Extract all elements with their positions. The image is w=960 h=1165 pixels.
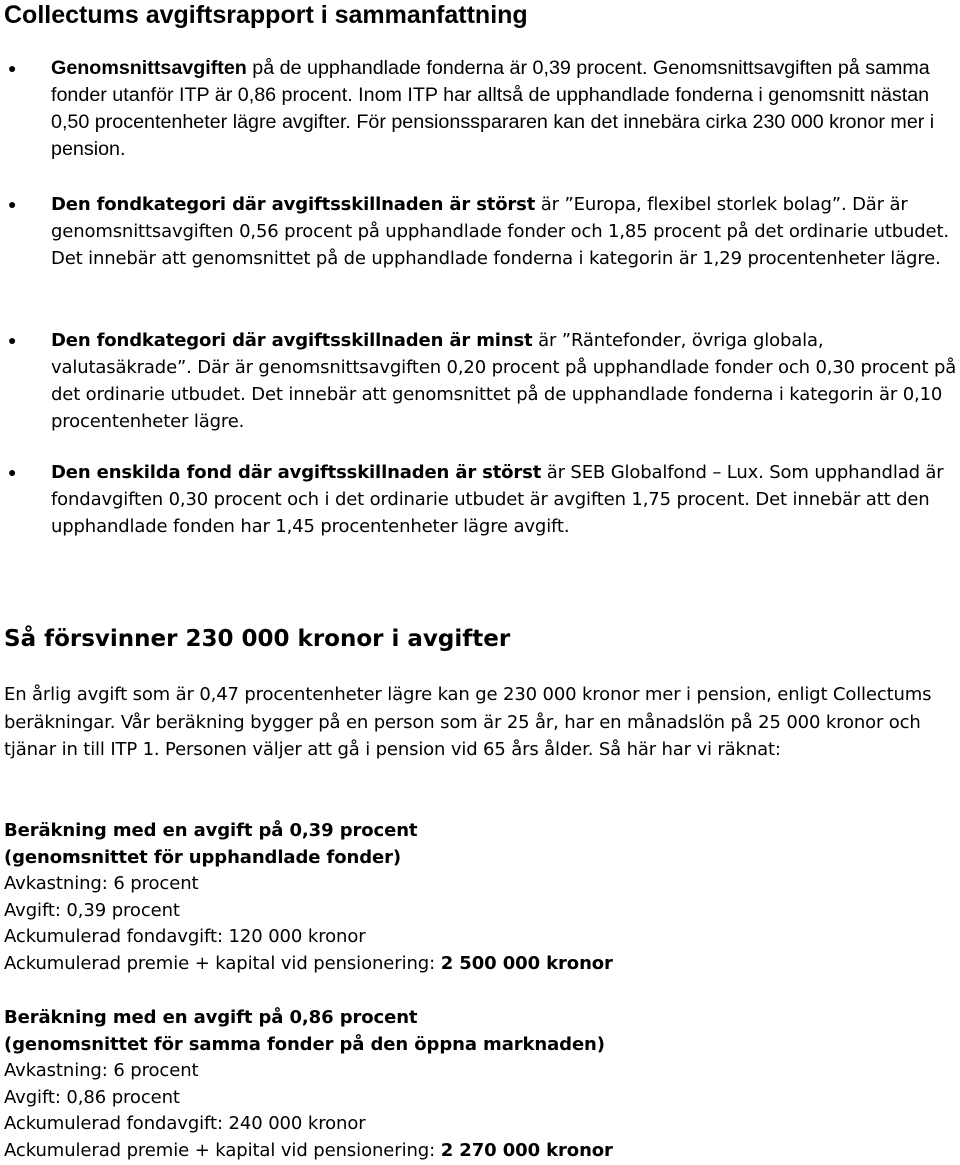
accumulated-fee-line: Ackumulerad fondavgift: 120 000 kronor bbox=[4, 926, 366, 947]
bullet-text bbox=[51, 55, 960, 163]
bullet-dot-icon: ● bbox=[8, 332, 17, 348]
return-line: Avkastning: 6 procent bbox=[4, 1060, 199, 1081]
intro-paragraph: En årlig avgift som är 0,47 procentenheter lägre kan ge 230 000 kronor mer i pension, enligt Collectums beräkningar. Vår beräkning bygger på en person som är 25 år, har en månadslön på 25 000 kronor och tjänar in till ITP 1. Personen väljer att gå i pension vid 65 års ålder. Så här har vi räknat: bbox=[4, 684, 932, 760]
calculation-heading: Beräkning med en avgift på 0,86 procent bbox=[4, 1007, 418, 1028]
total-value: 2 500 000 kronor bbox=[440, 952, 613, 974]
calculation-block-2 bbox=[4, 1005, 956, 1164]
bullet-text bbox=[51, 459, 960, 540]
calculation-heading: Beräkning med en avgift på 0,39 procent bbox=[4, 820, 418, 841]
total-line bbox=[4, 951, 956, 978]
bullet-text bbox=[51, 191, 960, 272]
calculation-subheading: (genomsnittet för upphandlade fonder) bbox=[4, 846, 402, 868]
return-line: Avkastning: 6 procent bbox=[4, 873, 199, 894]
bullet-dot-icon: ● bbox=[8, 464, 17, 480]
calculation-block-1 bbox=[4, 818, 956, 977]
bullet-body: är SEB Globalfond – Lux. Som upphandlad är fondavgiften 0,30 procent och i det ordinarie utbudet är avgiften 1,75 procent. Det innebär att den upphandlade fonden har 1,45 procentenheter lägre avgift. bbox=[51, 462, 944, 537]
bullet-text bbox=[51, 327, 960, 435]
bullet-body: är ”Räntefonder, övriga globala, valutasäkrade”. Där är genomsnittsavgiften 0,20 procent på upphandlade fonder och 0,30 procent på det ordinarie utbudet. Det innebär att genomsnittet på de upphandlade fonderna i kategorin är 0,10 procentenheter lägre. bbox=[51, 330, 957, 432]
bullet-lead: Den enskilda fond där avgiftsskillnaden är störst bbox=[51, 462, 542, 483]
bullet-lead: Den fondkategori där avgiftsskillnaden är minst bbox=[51, 330, 533, 351]
accumulated-fee-line: Ackumulerad fondavgift: 240 000 kronor bbox=[4, 1113, 366, 1134]
bullet-body: på de upphandlade fonderna är 0,39 procent. Genomsnittsavgiften på samma fonder utanför ITP är 0,86 procent. Inom ITP har alltså de upphandlade fonderna i genomsnitt nästan 0,50 procentenheter lägre avgifter. För pensionsspararen kan det innebära cirka 230 000 kronor mer i pension. bbox=[51, 57, 935, 160]
bullet-dot-icon: ● bbox=[8, 196, 17, 212]
total-label: Ackumulerad premie + kapital vid pensionering: bbox=[4, 1139, 441, 1161]
bullet-lead: Den fondkategori där avgiftsskillnaden är störst bbox=[51, 194, 536, 215]
total-line bbox=[4, 1138, 956, 1165]
total-value: 2 270 000 kronor bbox=[440, 1139, 613, 1161]
bullet-body: är ”Europa, flexibel storlek bolag”. Där är genomsnittsavgiften 0,56 procent på upphandlade fonder och 1,85 procent på det ordinarie utbudet. Det innebär att genomsnittet på de upphandlade fonderna i kategorin är 1,29 procentenheter lägre. bbox=[51, 194, 949, 269]
fee-line: Avgift: 0,39 procent bbox=[4, 899, 180, 921]
bullet-lead: Genomsnittsavgiften bbox=[51, 57, 247, 79]
document-title: Collectums avgiftsrapport i sammanfattning bbox=[4, 1, 528, 29]
section-title: Så försvinner 230 000 kronor i avgifter bbox=[4, 626, 511, 652]
calculation-subheading: (genomsnittet för samma fonder på den öppna marknaden) bbox=[4, 1033, 605, 1055]
total-label: Ackumulerad premie + kapital vid pensionering: bbox=[4, 952, 441, 974]
fee-line: Avgift: 0,86 procent bbox=[4, 1086, 180, 1108]
bullet-dot-icon: ● bbox=[8, 60, 17, 76]
